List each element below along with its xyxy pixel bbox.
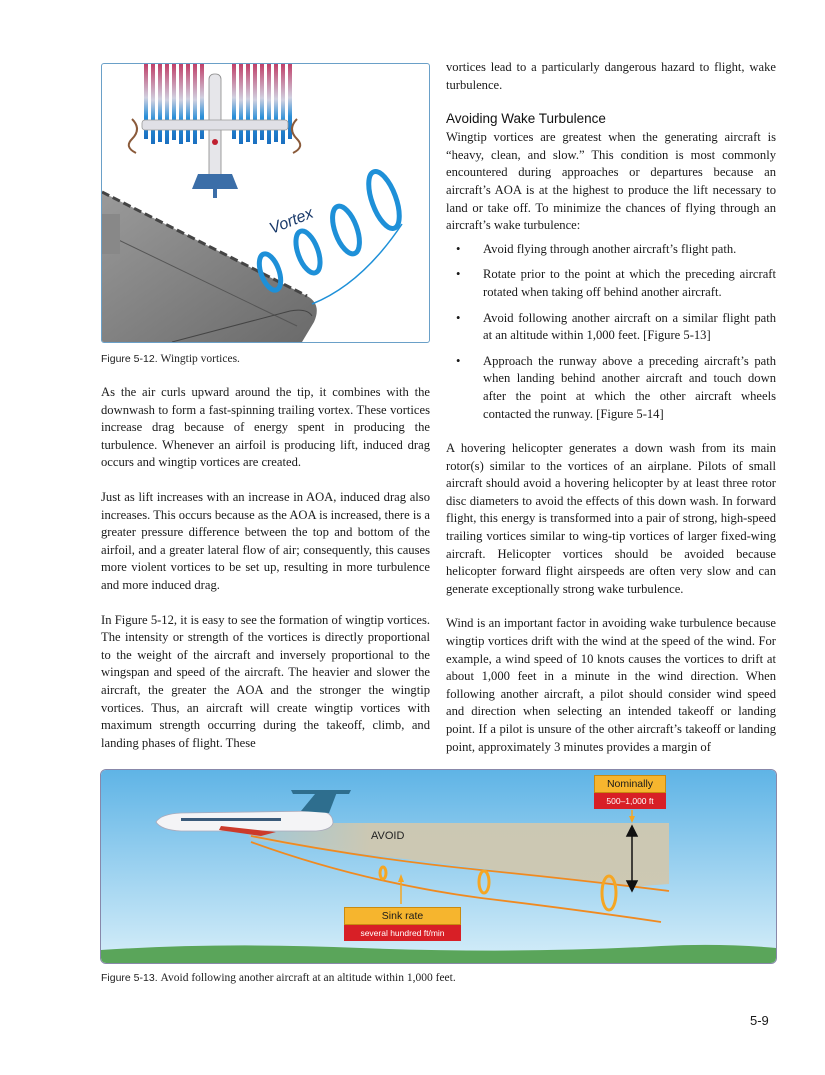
bullet-text: Avoid flying through another aircraft’s flight path. <box>483 241 737 256</box>
right-column <box>446 59 776 756</box>
bullet-dot: • <box>456 267 461 282</box>
page-number: 5-9 <box>750 1013 769 1028</box>
figure-avoid-following-aircraft <box>100 769 777 964</box>
sink-rate-title: Sink rate <box>344 907 461 925</box>
bullet-dot: • <box>456 241 461 256</box>
bullet-item <box>446 266 776 301</box>
figure-5-12-caption-label: Figure 5-12. <box>101 353 158 365</box>
airflow-streaks-right <box>232 64 292 144</box>
sink-rate-label <box>344 907 461 941</box>
bullet-item <box>446 241 776 259</box>
bullet-item <box>446 310 776 345</box>
nominal-value: 500–1,000 ft <box>594 793 666 809</box>
nominal-title: Nominally <box>594 775 666 793</box>
bullet-text: Approach the runway above a preceding aircraft’s path when landing behind another aircraft and touch down after the point at which the other aircraft wheels contacted the runway. [Figure 5-14] <box>483 353 776 421</box>
bullet-item <box>446 353 776 423</box>
figure-5-12-caption <box>101 353 430 365</box>
section-heading-avoiding-wake-turbulence: Avoiding Wake Turbulence <box>446 111 606 127</box>
paragraph-hovering-helicopter: A hovering helicopter generates a down wash from its main rotor(s) similar to the vortices of an airplane. Pilots of small aircraft should avoid a hovering helicopter by at least three rotor disc diameters to avoid the effects of this down wash. In forward flight, this energy is transformed into a pair of strong, high-speed trailing vortices similar to wing-tip vortices of larger fixed-wing aircraft. Helicopter vortices should be avoided because helicopter forward flight airspeeds are often very slow and can generate exceptionally strong wake turbulence. <box>446 441 776 596</box>
paragraph-figure-5-12: In Figure 5-12, it is easy to see the formation of wingtip vortices. The intensity or strength of the vortices is directly proportional to the weight of the aircraft and inversely proportional to the wingspan and speed of the aircraft. The heavier and slower the aircraft, the greater the AOA and the stronger the wingtip vortices. Thus, an aircraft will create wingtip vortices with maximum strength occurring during the takeoff, climb, and landing phases of flight. These <box>101 612 430 750</box>
airplane-icon <box>142 74 288 198</box>
nominal-separation-label <box>594 775 666 809</box>
figure-5-13-caption <box>101 972 456 984</box>
bullet-text: Avoid following another aircraft on a similar flight path at an altitude within 1,000 feet. [Figure 5-13] <box>483 310 776 343</box>
paragraph-wingtip-vortices-greatest: Wingtip vortices are greatest when the generating aircraft is “heavy, clean, and slow.” This condition is most commonly encountered during approaches or departures because an aircraft’s AOA is at the highest to produce the lift necessary to land or take off. To minimize the chances of flying through an aircraft’s wake turbulence: <box>446 130 776 233</box>
figure-wingtip-vortices <box>101 63 430 343</box>
figure-5-13-caption-text: Avoid following another aircraft at an altitude within 1,000 feet. <box>160 972 456 984</box>
paragraph-continuation: vortices lead to a particularly dangerous hazard to flight, wake turbulence. <box>446 60 776 92</box>
vortex-label: Vortex <box>267 204 316 238</box>
avoid-label: AVOID <box>371 830 405 842</box>
bullet-text: Rotate prior to the point at which the preceding aircraft rotated when taking off behind another aircraft. <box>483 267 776 299</box>
figure-5-13-caption-label: Figure 5-13. <box>101 972 158 984</box>
left-column <box>101 63 430 752</box>
sink-rate-value: several hundred ft/min <box>344 925 461 941</box>
paragraph-induced-drag: Just as lift increases with an increase in AOA, induced drag also increases. This occurs because as the AOA is increased, there is a greater pressure difference between the top and bottom of the airfoil, and a greater lateral flow of air; consequently, this causes more violent vortices to be set up, resulting in more turbulence and more induced drag. <box>101 489 430 592</box>
paragraph-wind-factor: Wind is an important factor in avoiding wake turbulence because wingtip vortices drift with the wind at the speed of the wind. For example, a wind speed of 10 knots causes the vortices to drift at about 1,000 feet in a minute in the wind direction. When following another aircraft, a pilot should consider wind speed and direction when selecting an intended takeoff or landing point. If a pilot is unsure of the other aircraft’s takeoff or landing point, approximately 3 minutes provides a margin of <box>446 616 776 754</box>
paragraph-trailing-vortex: As the air curls upward around the tip, it combines with the downwash to form a fast-spinning trailing vortex. These vortices increase drag because of energy spent in producing the turbulence. Whenever an airfoil is producing lift, induced drag occurs and wingtip vortices are created. <box>101 385 430 470</box>
figure-5-12-caption-text: Wingtip vortices. <box>160 353 240 365</box>
wingtip-vortices-illustration <box>102 64 429 342</box>
airflow-streaks-left <box>144 64 204 144</box>
bullet-dot: • <box>456 353 461 368</box>
bullet-dot: • <box>456 310 461 325</box>
bullet-list <box>446 241 776 423</box>
